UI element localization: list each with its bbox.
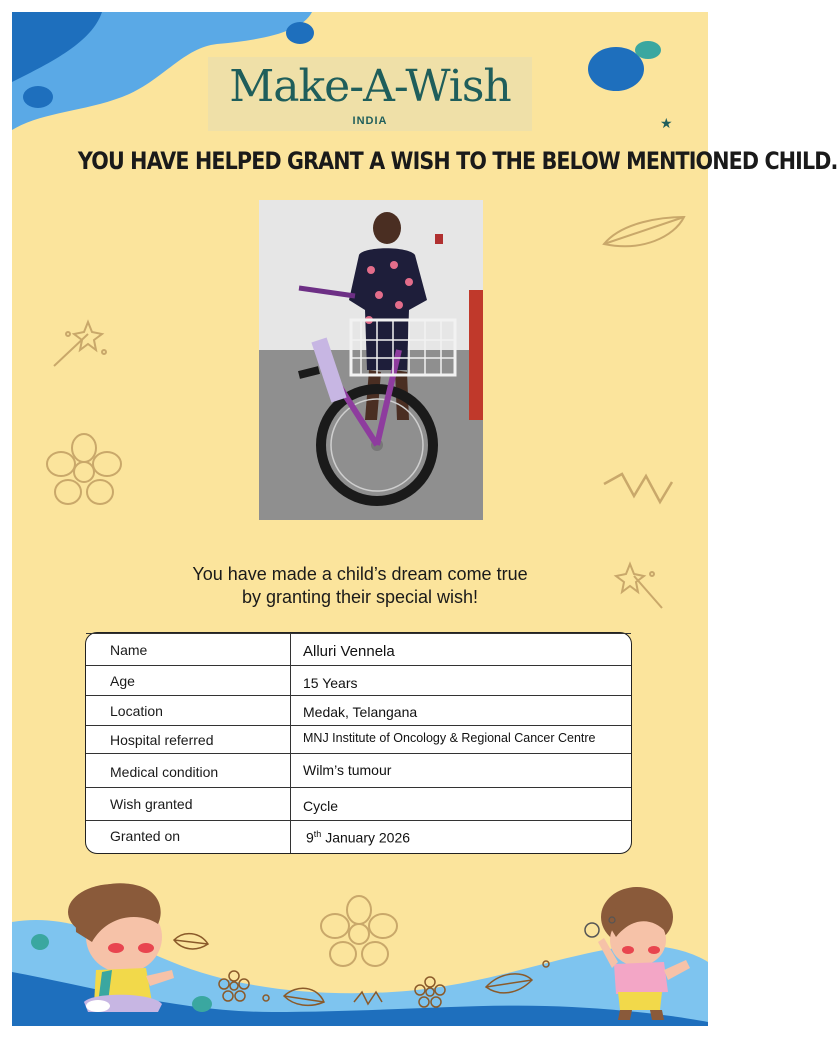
- child-with-cycle-image: [259, 200, 483, 520]
- value-location: Medak, Telangana: [303, 704, 418, 720]
- value-age: 15 Years: [303, 675, 358, 691]
- label-location: Location: [110, 703, 163, 719]
- leaf-doodle-right: [604, 217, 684, 246]
- table-row-hospital: [86, 725, 631, 754]
- label-age: Age: [110, 673, 135, 689]
- tagline-line-2: by granting their special wish!: [241, 587, 479, 607]
- tagline: [92, 563, 628, 609]
- logo-country-text: INDIA: [352, 115, 388, 127]
- table-row-condition: [86, 753, 631, 788]
- zigzag-doodle: [604, 474, 672, 502]
- value-hospital: MNJ Institute of Oncology & Regional Cancer Centre: [303, 731, 596, 745]
- value-granted-on: [306, 829, 410, 846]
- top-center-dot: [286, 22, 314, 44]
- child-photo: [259, 200, 483, 520]
- flower-doodle-left: [47, 434, 121, 504]
- table-row-wish: [86, 787, 631, 821]
- tagline-line-1: You have made a child’s dream come true: [192, 564, 528, 584]
- logo-brand-text: Make-A-Wish: [229, 61, 511, 112]
- table-row-age: [86, 665, 631, 696]
- value-condition: Wilm’s tumour: [303, 762, 392, 778]
- flower-doodle-bottom: [321, 896, 397, 966]
- bottom-left-dot-2: [192, 996, 212, 1012]
- label-wish: Wish granted: [110, 796, 193, 812]
- magic-wand-left: [54, 322, 106, 366]
- granted-day: 9: [306, 829, 314, 846]
- top-right-blob: [588, 47, 644, 91]
- top-left-dot: [23, 86, 53, 108]
- label-hospital: Hospital referred: [110, 732, 214, 748]
- value-name: Alluri Vennela: [303, 643, 395, 660]
- top-right-dot: [635, 41, 661, 59]
- table-row-name: [86, 633, 631, 666]
- table-row-granted-on: [86, 820, 631, 854]
- logo-star-icon: ★: [660, 115, 673, 131]
- value-wish: Cycle: [303, 798, 339, 814]
- bottom-left-dot: [31, 934, 49, 950]
- certificate-card: [12, 12, 838, 1026]
- make-a-wish-logo: [208, 57, 673, 131]
- granted-month-year: January 2026: [321, 829, 411, 846]
- granted-day-suffix: th: [313, 829, 322, 839]
- leaf-doodle-bottom-3: [174, 934, 208, 949]
- label-name: Name: [110, 642, 148, 658]
- label-condition: Medical condition: [110, 764, 219, 780]
- headline: YOU HAVE HELPED GRANT A WISH TO THE BELOW MENTIONED CHILD.: [77, 147, 838, 175]
- wish-details-table: [85, 632, 632, 854]
- label-granted-on: Granted on: [110, 828, 181, 844]
- table-row-location: [86, 695, 631, 726]
